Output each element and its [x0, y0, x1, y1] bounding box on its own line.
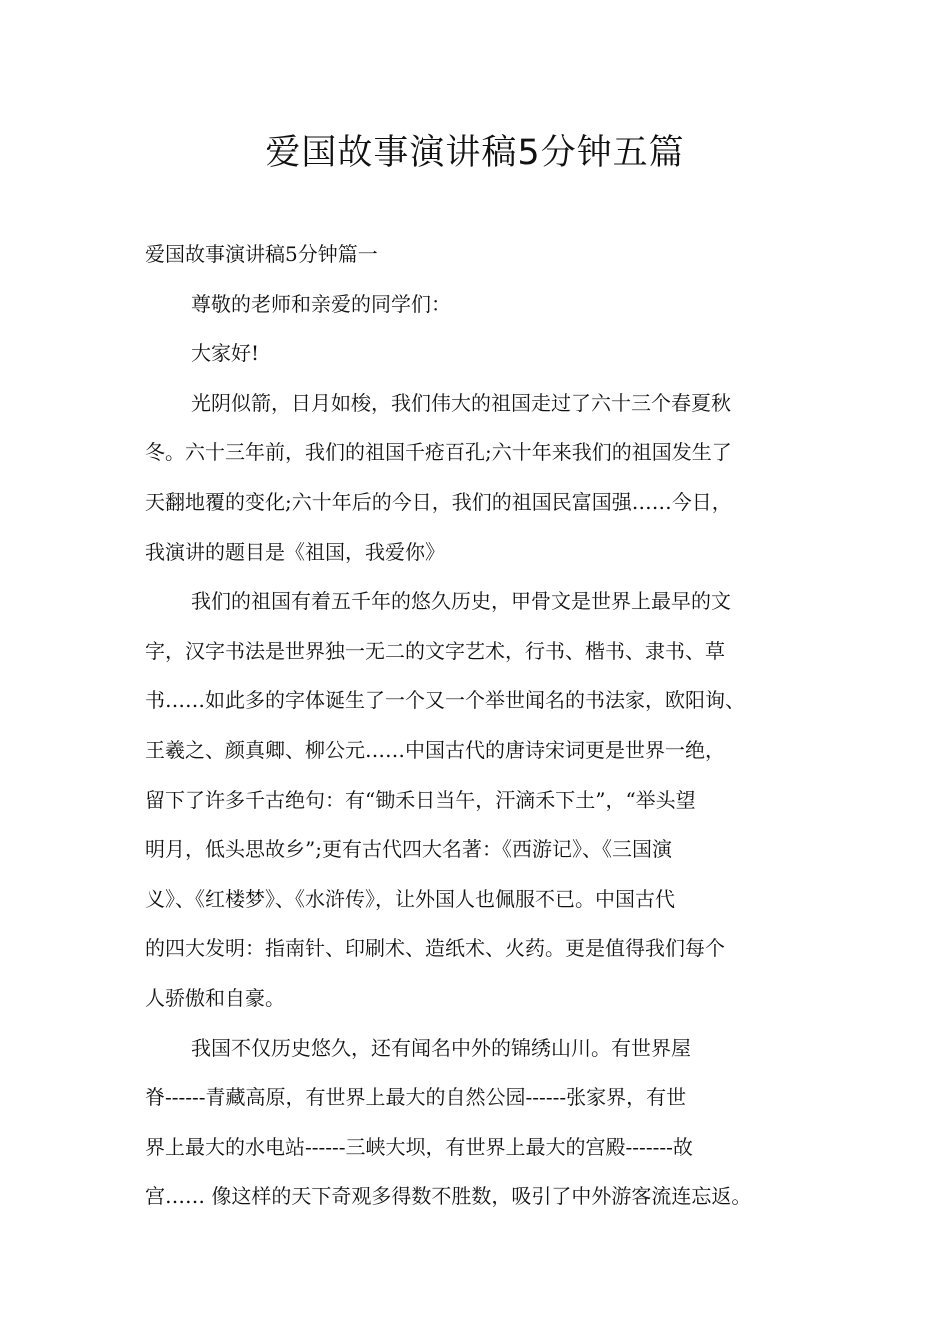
paragraph-line: 书……如此多的字体诞生了一个又一个举世闻名的书法家，欧阳询、: [145, 688, 745, 713]
paragraph-line: 人骄傲和自豪。: [145, 985, 285, 1010]
section-heading: 爱国故事演讲稿5分钟篇一: [145, 242, 378, 266]
paragraph-line: 光阴似箭，日月如梭，我们伟大的祖国走过了六十三个春夏秋: [191, 390, 731, 415]
paragraph-line: 我们的祖国有着五千年的悠久历史，甲骨文是世界上最早的文: [191, 589, 731, 614]
document-body: [145, 230, 823, 1222]
paragraph-line: 的四大发明：指南针、印刷术、造纸术、火药。更是值得我们每个: [145, 936, 725, 961]
salutation: 尊敬的老师和亲爱的同学们：: [191, 291, 451, 316]
paragraph-3: [145, 1024, 823, 1222]
paragraph-line: 界上最大的水电站------三峡大坝，有世界上最大的宫殿-------故: [145, 1134, 693, 1159]
paragraph-1: [145, 379, 823, 577]
document-title: 爱国故事演讲稿5分钟五篇: [265, 133, 685, 173]
paragraph-line: 我国不仅历史悠久，还有闻名中外的锦绣山川。有世界屋: [191, 1035, 691, 1060]
paragraph-line: 冬。六十三年前，我们的祖国千疮百孔;六十年来我们的祖国发生了: [145, 440, 732, 465]
paragraph-line: 王羲之、颜真卿、柳公元……中国古代的唐诗宋词更是世界一绝，: [145, 737, 725, 762]
paragraph-line: 宫…… 像这样的天下奇观多得数不胜数，吸引了中外游客流连忘返。: [145, 1184, 752, 1209]
paragraph-line: 留下了许多千古绝句：有“锄禾日当午，汗滴禾下土”，“举头望: [145, 787, 696, 812]
paragraph-line: 天翻地覆的变化;六十年后的今日，我们的祖国民富国强……今日，: [145, 489, 732, 514]
paragraph-line: 义》、《红楼梦》、《水浒传》，让外国人也佩服不已。中国古代: [145, 886, 675, 911]
paragraph-line: 字，汉字书法是世界独一无二的文字艺术，行书、楷书、隶书、草: [145, 638, 725, 663]
paragraph-line: 明月，低头思故乡”;更有古代四大名著：《西游记》、《三国演: [145, 837, 672, 862]
greeting: 大家好!: [191, 341, 260, 366]
paragraph-line: 脊------青藏高原，有世界上最大的自然公园------张家界，有世: [145, 1085, 687, 1110]
paragraph-line: 我演讲的题目是《祖国，我爱你》: [145, 539, 445, 564]
paragraph-2: [145, 577, 823, 1023]
